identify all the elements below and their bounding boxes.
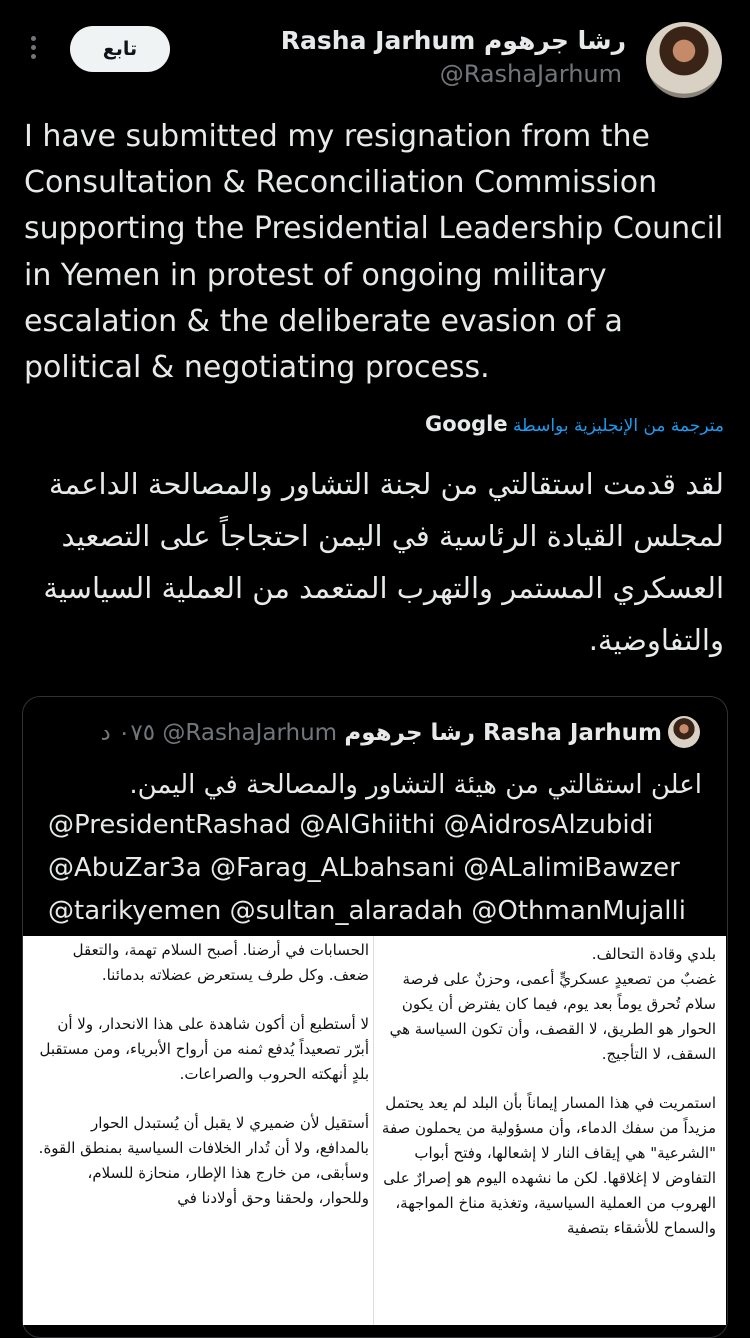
document-paragraph: بلدي وقادة التحالف. غضبٌ من تصعيدٍ عسكريٍّ أعمى، وحزنٌ على فرصة سلام تُحرق يوماً بعد يوم، فيما كان يفترض أن يكون الحوار هو الطريق، لا القصف، وأن تكون السياسة هي السقف، لا التأجيج. — [389, 945, 716, 1063]
quoted-avatar — [668, 716, 700, 748]
avatar[interactable] — [646, 22, 722, 98]
quoted-meta — [100, 720, 662, 746]
more-vertical-icon[interactable] — [30, 36, 38, 62]
quoted-mentions[interactable]: @PresidentRashad @AlGhiithi @AidrosAlzubidi @AbuZar3a @Farag_ALbahsani @ALalimiBawzer @tarikyemen @sultan_alaradah @OthmanMujalli — [48, 810, 686, 926]
quoted-timestamp: ٠٧٥ د — [100, 720, 156, 746]
attached-document-image[interactable] — [23, 936, 726, 1325]
document-paragraph: أستقيل لأن ضميري لا يقبل أن يُستبدل الحوار بالمدافع، ولا أن تُدار الخلافات السياسية بمنطق القوة. وسأبقى، من خارج هذا الإطار، منحازة للسلام، وللحوار، ولحقنا وحق أولادنا في — [38, 1114, 369, 1207]
document-paragraph: لا أستطيع أن أكون شاهدة على هذا الانحدار، ولا أن أبرّر تصعيداً يُدفع ثمنه من أرواح الأبرياء، ومن مستقبل بلدٍ أنهكته الحروب والصراعات. — [39, 1015, 369, 1083]
google-logo: Google — [425, 412, 508, 436]
document-paragraph: الحسابات في أرضنا. أصبح السلام تهمة، والتعقل ضعف. وكل طرف يستعرض عضلاته بدمائنا. — [72, 941, 369, 984]
quoted-author-name: Rasha Jarhum رشا جرهوم — [344, 720, 662, 746]
author-handle[interactable]: @RashaJarhum — [439, 60, 622, 88]
quoted-text: اعلن استقالتي من هيئة التشاور والمصالحة في اليمن. — [129, 770, 702, 800]
follow-button[interactable]: تابع — [70, 26, 170, 72]
tweet-text: I have submitted my resignation from the Consultation & Reconciliation Commission supporting the Presidential Leadership Council in Yemen in protest of ongoing military escalation & the deliberate evasion of a political & negotiating process. — [24, 119, 724, 386]
document-paragraph: استمريت في هذا المسار إيماناً بأن البلد لم يعد يحتمل مزيداً من سفك الدماء، وأن مسؤولية من يحملون صفة "الشرعية" هي إيقاف النار لا إشعالها، وفتح أبواب التفاوض لا إغلاقها. لكن ما نشهده اليوم هو إصرارٌ على الهروب من العملية السياسية، وتغذية مناخ المواجهة، والسماح للأشقاء بتصفية — [381, 1094, 716, 1237]
quoted-author-handle: @RashaJarhum — [162, 720, 338, 746]
document-left-column — [33, 938, 369, 1235]
translated-text: لقد قدمت استقالتي من لجنة التشاور والمصالحة الداعمة لمجلس القيادة الرئاسية في اليمن احتجاجاً على التصعيد العسكري المستمر والتهرب المتعمد من العملية السياسية والتفاوضية. — [43, 467, 724, 657]
column-divider — [373, 936, 374, 1325]
author-name[interactable]: Rasha Jarhum رشا جرهوم — [280, 26, 626, 55]
document-right-column — [380, 942, 716, 1265]
tweet-header — [0, 0, 750, 110]
translated-by-label: مترجمة من الإنجليزية بواسطة — [513, 416, 724, 436]
translation-attribution[interactable] — [425, 412, 724, 436]
